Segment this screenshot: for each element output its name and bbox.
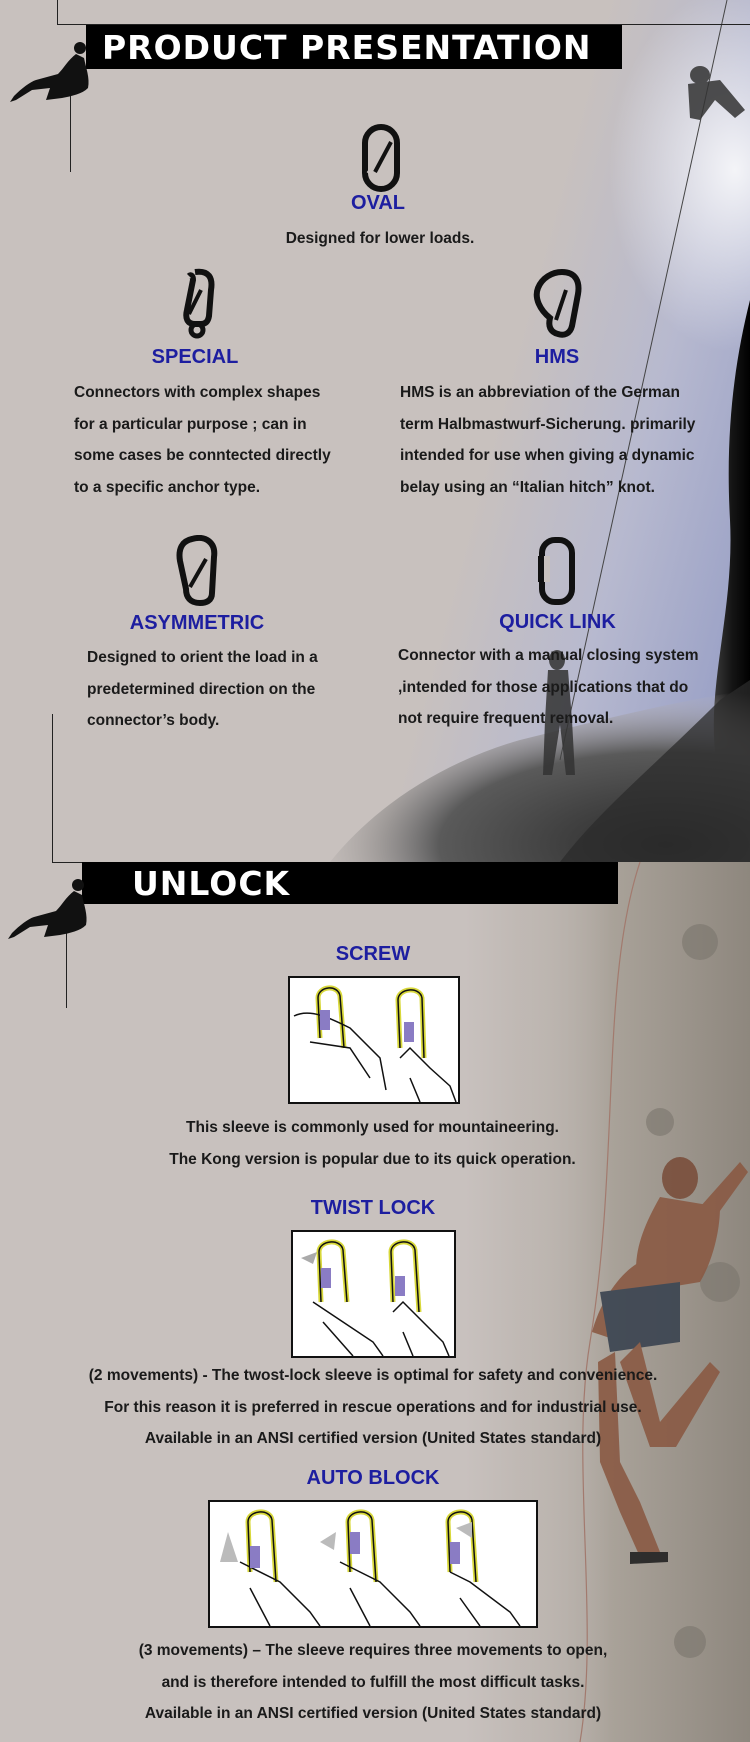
text-line: term Halbmastwurf-Sicherung. primarily xyxy=(400,415,696,433)
product-presentation-section xyxy=(0,0,750,862)
text-line: Connector with a manual closing system xyxy=(398,647,699,664)
quick-link-title: QUICK LINK xyxy=(499,611,616,633)
oval-title: OVAL xyxy=(350,192,406,214)
climber-silhouette-icon xyxy=(6,40,96,120)
twist-lock-title: TWIST LOCK xyxy=(310,1197,436,1219)
screw-description xyxy=(100,1112,645,1175)
asymmetric-carabiner-icon xyxy=(174,535,220,607)
hms-title: HMS xyxy=(534,346,580,368)
text-line: Available in an ANSI certified version (United States standard) xyxy=(144,1430,602,1447)
auto-block-title: AUTO BLOCK xyxy=(306,1467,440,1489)
climber-silhouette-icon xyxy=(4,877,94,957)
oval-description: Designed for lower loads. xyxy=(285,230,475,247)
text-line: to a specific anchor type. xyxy=(74,478,261,496)
screw-gate-illustration xyxy=(288,976,460,1104)
unlock-section xyxy=(0,862,750,1742)
text-line: for a particular purpose ; can in xyxy=(74,415,307,433)
unlock-banner xyxy=(82,862,618,904)
special-description xyxy=(74,377,374,503)
banner-title: UNLOCK xyxy=(132,863,291,903)
twist-lock-description xyxy=(48,1360,698,1455)
screw-gate-icon xyxy=(290,978,458,1102)
hms-carabiner-icon xyxy=(532,268,584,340)
twist-lock-illustration xyxy=(291,1230,456,1358)
text-line: some cases be conntected directly xyxy=(74,447,331,464)
rope-line xyxy=(57,0,58,24)
text-line: intended for use when giving a dynamic xyxy=(400,447,695,464)
text-line: The Kong version is popular due to its quick operation. xyxy=(169,1150,576,1168)
banner-rule xyxy=(52,862,82,863)
text-line: and is therefore intended to fulfill the most difficult tasks. xyxy=(161,1673,585,1691)
asymmetric-description xyxy=(87,642,377,737)
auto-block-icon xyxy=(210,1502,536,1626)
hms-description xyxy=(400,377,735,503)
auto-block-illustration xyxy=(208,1500,538,1628)
special-title: SPECIAL xyxy=(151,346,239,368)
twist-lock-icon xyxy=(293,1232,454,1356)
text-line: This sleeve is commonly used for mountaineering. xyxy=(186,1119,559,1136)
screw-title: SCREW xyxy=(335,943,411,965)
special-carabiner-icon xyxy=(175,268,219,340)
text-line: Available in an ANSI certified version (United States standard) xyxy=(144,1705,602,1722)
rope-line xyxy=(52,714,53,862)
auto-block-description xyxy=(75,1635,671,1730)
text-line: Connectors with complex shapes xyxy=(74,384,321,401)
text-line: predetermined direction on the xyxy=(87,680,316,698)
text-line: belay using an “Italian hitch” knot. xyxy=(400,478,655,496)
text-line: (3 movements) – The sleeve requires three movements to open, xyxy=(138,1642,608,1659)
quick-link-description xyxy=(398,640,743,735)
product-presentation-banner xyxy=(86,25,622,69)
text-line: ,intended for those applications that do xyxy=(398,678,689,696)
banner-title: PRODUCT PRESENTATION xyxy=(102,27,592,67)
text-line: HMS is an abbreviation of the German xyxy=(400,384,680,401)
text-line: (2 movements) - The twost-lock sleeve is optimal for safety and convenience. xyxy=(88,1367,658,1384)
text-line: not require frequent removal. xyxy=(398,710,614,727)
text-line: For this reason it is preferred in rescue operations and for industrial use. xyxy=(104,1398,642,1416)
quick-link-icon xyxy=(536,536,578,606)
oval-carabiner-icon xyxy=(361,124,401,192)
text-line: Designed to orient the load in a xyxy=(87,649,318,666)
text-line: connector’s body. xyxy=(87,712,220,729)
asymmetric-title: ASYMMETRIC xyxy=(129,612,265,634)
